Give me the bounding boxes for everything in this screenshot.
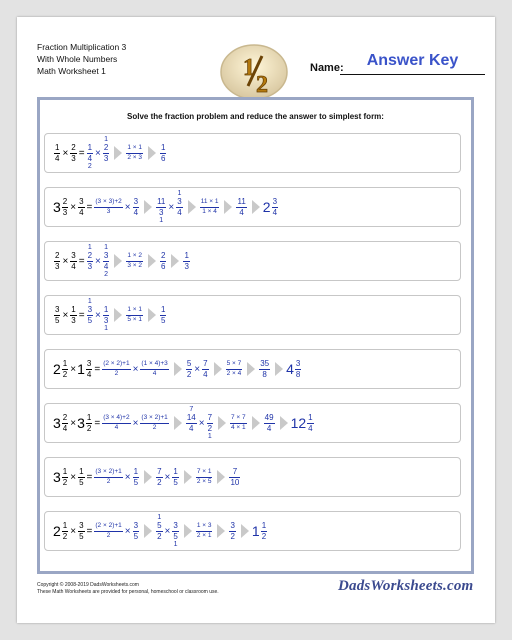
step-arrow-icon: [217, 524, 225, 538]
fraction: 7 × 1 2 × 5: [196, 468, 212, 485]
step-arrow-icon: [148, 146, 156, 160]
fraction: 3 4: [133, 196, 139, 217]
fraction: 3 2: [230, 520, 235, 541]
fraction: 1 4 2: [87, 142, 93, 170]
fraction: (3 × 3)+2 3: [95, 198, 122, 215]
times-sign: ×: [124, 201, 131, 213]
answer-fraction: 1 6: [160, 142, 166, 163]
fraction: 7 2 1: [207, 412, 213, 440]
step-arrow-icon: [171, 254, 179, 268]
fraction: 1 × 1 5 × 1: [127, 306, 142, 323]
worksheet-number: Math Worksheet 1: [37, 66, 106, 76]
step-arrow-icon: [241, 524, 249, 538]
fraction: 3 5: [55, 304, 60, 325]
step-arrow-icon: [184, 524, 192, 538]
times-sign: ×: [95, 147, 101, 159]
equals-sign: =: [86, 525, 93, 537]
times-sign: ×: [132, 363, 139, 375]
step-arrow-icon: [148, 308, 156, 322]
fraction: 3 5: [79, 520, 84, 541]
equals-sign: =: [78, 255, 85, 267]
step-arrow-icon: [174, 362, 182, 376]
fraction: (3 × 4)+2 4: [103, 414, 130, 431]
mixed-number: 3 1 2: [77, 412, 92, 433]
one-half-emblem-icon: [218, 42, 290, 102]
instructions: Solve the fraction problem and reduce the answer to simplest form:: [127, 112, 384, 121]
name-underline: [340, 74, 485, 75]
fraction: 5 2: [186, 358, 192, 379]
emblem-denominator: 2: [256, 72, 268, 98]
times-sign: ×: [132, 417, 139, 429]
emblem-numerator: 1: [243, 55, 255, 81]
times-sign: ×: [62, 255, 69, 267]
fraction: 3 5: [133, 520, 139, 541]
fraction: 1 5: [133, 466, 139, 487]
step-arrow-icon: [252, 416, 260, 430]
fraction: 11 4: [237, 196, 246, 217]
times-sign: ×: [70, 471, 77, 483]
fraction: 7 14 4: [186, 405, 196, 433]
step-arrow-icon: [214, 362, 222, 376]
fraction: 1 3 1: [103, 304, 109, 332]
times-sign: ×: [70, 525, 77, 537]
answer-mixed-number: 2 3 4: [262, 196, 278, 217]
fraction: 1 2 3: [87, 243, 93, 271]
times-sign: ×: [95, 255, 101, 267]
step-arrow-icon: [114, 308, 122, 322]
mixed-number: 3 1 2: [53, 466, 68, 487]
times-sign: ×: [194, 363, 201, 375]
times-sign: ×: [95, 309, 101, 321]
problem-5: [44, 349, 461, 389]
mixed-number: 3 2 4: [53, 412, 68, 433]
answer-mixed-number: 1 1 2: [251, 520, 267, 541]
step-arrow-icon: [144, 524, 152, 538]
step-arrow-icon: [174, 416, 182, 430]
step-arrow-icon: [148, 254, 156, 268]
mixed-number: 2 1 2: [53, 358, 68, 379]
times-sign: ×: [198, 417, 205, 429]
fraction: (2 × 2)+1 2: [95, 522, 122, 539]
equals-sign: =: [94, 417, 101, 429]
answer-fraction: 1 3: [184, 250, 189, 271]
fraction: 1 3: [71, 304, 76, 325]
fraction: 1 3 4 2: [103, 243, 109, 278]
worksheet-subtitle: With Whole Numbers: [37, 54, 118, 64]
times-sign: ×: [124, 471, 131, 483]
fraction: (3 × 2)+1 2: [95, 468, 122, 485]
fraction: 2 3: [71, 142, 76, 163]
fraction: 49 4: [264, 412, 274, 433]
problem-2: [44, 187, 461, 227]
step-arrow-icon: [144, 200, 152, 214]
step-arrow-icon: [275, 362, 283, 376]
times-sign: ×: [168, 201, 175, 213]
mixed-number: 3 2 3: [53, 196, 68, 217]
name-label: Name:: [310, 62, 344, 74]
fraction: 7 2: [157, 466, 162, 487]
problem-6: [44, 403, 461, 443]
step-arrow-icon: [144, 470, 152, 484]
problem-3: [44, 241, 461, 281]
times-sign: ×: [62, 147, 69, 159]
equals-sign: =: [86, 471, 93, 483]
copyright: Copyright © 2008-2019 DadsWorksheets.com: [37, 582, 139, 588]
step-arrow-icon: [114, 254, 122, 268]
times-sign: ×: [164, 471, 171, 483]
step-arrow-icon: [188, 200, 196, 214]
step-arrow-icon: [280, 416, 288, 430]
fraction: 1 3 4: [177, 189, 182, 217]
fraction: 1 5 2: [157, 513, 162, 541]
fraction: 5 × 7 2 × 4: [226, 360, 242, 377]
fraction: 1 × 2 3 × 2: [127, 252, 142, 269]
fraction: 3 4: [71, 250, 76, 271]
fraction: 7 × 7 4 × 1: [231, 414, 246, 431]
step-arrow-icon: [217, 470, 225, 484]
fraction: 2 6: [160, 250, 166, 271]
problem-8: [44, 511, 461, 551]
fraction: 11 × 1 1 × 4: [200, 198, 219, 215]
fraction: 3 5 1: [173, 520, 178, 548]
answer-key-title: Answer Key: [366, 52, 459, 69]
step-arrow-icon: [224, 200, 232, 214]
fraction: (1 × 4)+3 4: [141, 360, 168, 377]
answer-mixed-number: 4 3 8: [286, 358, 301, 379]
step-arrow-icon: [252, 200, 260, 214]
worksheet-title: Fraction Multiplication 3: [37, 42, 127, 52]
fraction: 1 3 5: [87, 297, 93, 325]
times-sign: ×: [62, 309, 69, 321]
fraction: 1 × 1 2 × 3: [127, 144, 142, 161]
fraction: 11 3 1: [157, 196, 166, 224]
fraction: 7 4: [203, 358, 208, 379]
answer-mixed-number: 12 1 4: [290, 412, 313, 433]
fraction: 2 3: [55, 250, 60, 271]
mixed-number: 1 3 4: [77, 358, 92, 379]
answer-fraction: 1 5: [160, 304, 166, 325]
fraction: 1 5: [173, 466, 178, 487]
problem-4: [44, 295, 461, 335]
step-arrow-icon: [114, 146, 122, 160]
problem-1: [44, 133, 461, 173]
times-sign: ×: [164, 525, 171, 537]
answer-fraction: 7 10: [230, 466, 240, 487]
equals-sign: =: [78, 309, 85, 321]
fraction: (2 × 2)+1 2: [103, 360, 130, 377]
fraction: 3 4: [79, 196, 84, 217]
fraction: 1 2 3: [103, 135, 109, 163]
times-sign: ×: [70, 363, 77, 375]
fraction: 1 5: [79, 466, 84, 487]
dadsworksheets-logo: DadsWorksheets.com: [338, 578, 474, 594]
step-arrow-icon: [184, 470, 192, 484]
equals-sign: =: [86, 201, 93, 213]
fraction: (3 × 2)+1 2: [141, 414, 168, 431]
step-arrow-icon: [218, 416, 226, 430]
fraction: 1 4: [55, 142, 60, 163]
times-sign: ×: [124, 525, 131, 537]
times-sign: ×: [70, 201, 77, 213]
problem-7: [44, 457, 461, 497]
fraction: 1 × 3 2 × 1: [196, 522, 212, 539]
mixed-number: 2 1 2: [53, 520, 68, 541]
times-sign: ×: [70, 417, 77, 429]
equals-sign: =: [78, 147, 85, 159]
usage-note: These Math Worksheets are provided for personal, homeschool or classroom use.: [37, 589, 219, 595]
equals-sign: =: [94, 363, 101, 375]
fraction: 35 8: [260, 358, 270, 379]
step-arrow-icon: [247, 362, 255, 376]
